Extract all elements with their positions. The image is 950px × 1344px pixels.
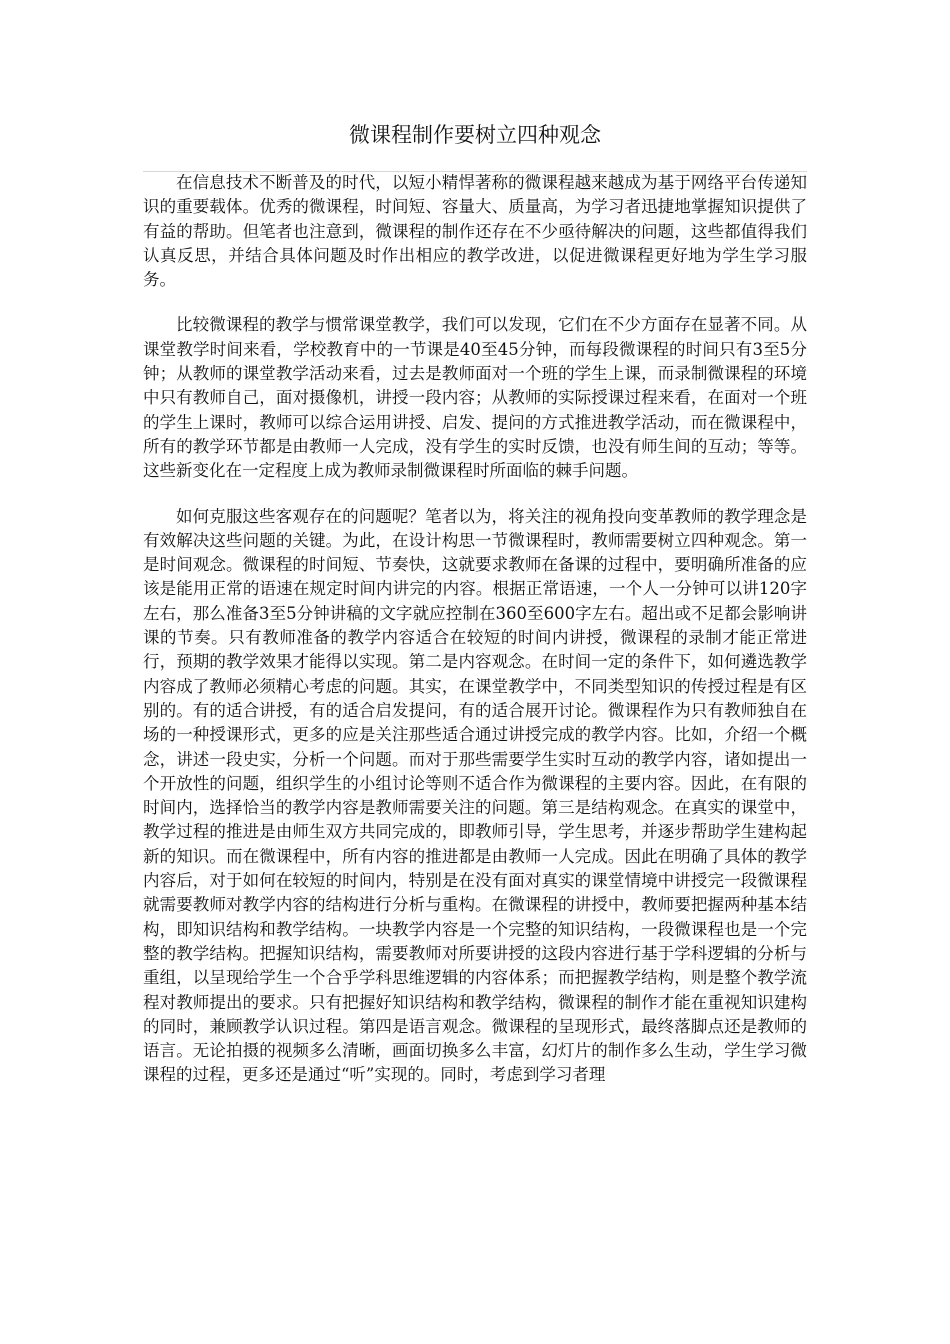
- paragraph-2: 比较微课程的教学与惯常课堂教学，我们可以发现，它们在不少方面存在显著不同。从课堂教学时间来看，学校教育中的一节课是40至45分钟，而每段微课程的时间只有3至5分钟；从教师的课堂教学活动来看，过去是教师面对一个班的学生上课，而录制微课程的环境中只有教师自己，面对摄像机，讲授一段内容；从教师的实际授课过程来看，在面对一个班的学生上课时，教师可以综合运用讲授、启发、提问的方式推进教学活动，而在微课程中，所有的教学环节都是由教师一人完成，没有学生的实时反馈，也没有师生间的互动；等等。这些新变化在一定程度上成为教师录制微课程时所面临的棘手问题。: [143, 315, 807, 481]
- paragraph-3: 如何克服这些客观存在的问题呢？笔者以为，将关注的视角投向变革教师的教学理念是有效解决这些问题的关键。为此，在设计构思一节微课程时，教师需要树立四种观念。第一是时间观念。微课程的时间短、节奏快，这就要求教师在备课的过程中，要明确所准备的应该是能用正常的语速在规定时间内讲完的内容。根据正常语速，一个人一分钟可以讲120字左右，那么准备3至5分钟讲稿的文字就应控制在360至600字左右。超出或不足都会影响讲课的节奏。只有教师准备的教学内容适合在较短的时间内讲授，微课程的录制才能正常进行，预期的教学效果才能得以实现。第二是内容观念。在时间一定的条件下，如何遴选教学内容成了教师必须精心考虑的问题。其实，在课堂教学中，不同类型知识的传授过程是有区别的。有的适合讲授，有的适合启发提问，有的适合展开讨论。微课程作为只有教师独自在场的一种授课形式，更多的应是关注那些适合通过讲授完成的教学内容。比如，介绍一个概念，讲述一段史实，分析一个问题。而对于那些需要学生实时互动的教学内容，诸如提出一个开放性的问题，组织学生的小组讨论等则不适合作为微课程的主要内容。因此，在有限的时间内，选择恰当的教学内容是教师需要关注的问题。第三是结构观念。在真实的课堂中，教学过程的推进是由师生双方共同完成的，即教师引导，学生思考，并逐步帮助学生建构起新的知识。而在微课程中，所有内容的推进都是由教师一人完成。因此在明确了具体的教学内容后，对于如何在较短的时间内，特别是在没有面对真实的课堂情境中讲授完一段微课程就需要教师对教学内容的结构进行分析与重构。在微课程的讲授中，教师要把握两种基本结构，即知识结构和教学结构。一块教学内容是一个完整的知识结构，一段微课程也是一个完整的教学结构。把握知识结构，需要教师对所要讲授的这段内容进行基于学科逻辑的分析与重组，以呈现给学生一个合乎学科思维逻辑的内容体系；而把握教学结构，则是整个教学流程对教师提出的要求。只有把握好知识结构和教学结构，微课程的制作才能在重视知识建构的同时，兼顾教学认识过程。第四是语言观念。微课程的呈现形式，最终落脚点还是教师的语言。无论拍摄的视频多么清晰，画面切换多么丰富，幻灯片的制作多么生动，学生学习微课程的过程，更多还是通过“听”实现的。同时，考虑到学习者理: [143, 506, 807, 1085]
- article-body: [143, 171, 807, 1109]
- page-title: 微课程制作要树立四种观念: [349, 123, 601, 147]
- paragraph-1: 在信息技术不断普及的时代，以短小精悍著称的微课程越来越成为基于网络平台传递知识的重要载体。优秀的微课程，时间短、容量大、质量高，为学习者迅捷地掌握知识提供了有益的帮助。但笔者也注意到，微课程的制作还存在不少亟待解决的问题，这些都值得我们认真反思，并结合具体问题及时作出相应的教学改进，以促进微课程更好地为学生学习服务。: [143, 173, 807, 290]
